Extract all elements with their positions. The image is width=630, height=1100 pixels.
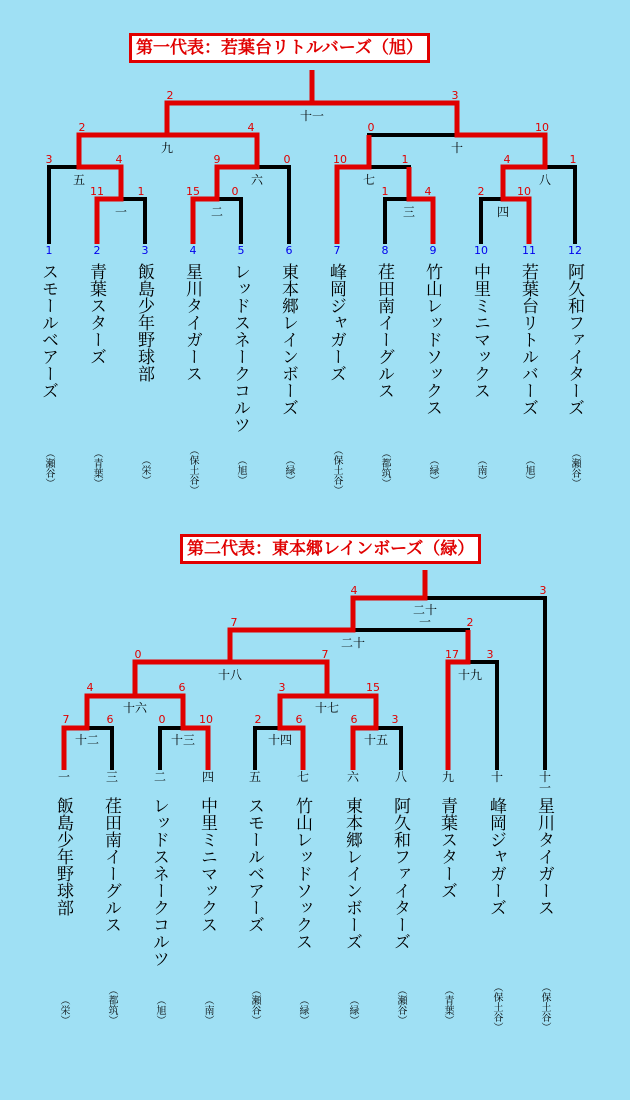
team-district: （緑）: [297, 995, 308, 1025]
team-district: （緑）: [427, 455, 438, 485]
team-name: 青葉スターズ: [437, 797, 457, 899]
team-number: 8: [381, 244, 389, 257]
team-number: 12: [568, 244, 582, 257]
score: 4: [424, 185, 432, 198]
team-number: 3: [141, 244, 149, 257]
bracket1-title: 第一代表：若葉台リトルバーズ（旭）: [129, 33, 430, 63]
team-name: 峰岡ジャガーズ: [486, 797, 506, 916]
match-label: 一: [114, 205, 127, 219]
score: 0: [283, 153, 291, 166]
score: 15: [186, 185, 200, 198]
score: 3: [278, 681, 286, 694]
team-number: 10: [474, 244, 488, 257]
team-district: （栄）: [58, 995, 69, 1025]
team-district: （瀬谷）: [395, 985, 406, 1025]
team-name: 青葉スターズ: [86, 263, 106, 365]
match-label: 二十一: [412, 603, 437, 629]
score: 0: [367, 121, 375, 134]
team-district: （保土谷）: [187, 445, 198, 495]
score: 1: [401, 153, 409, 166]
team-district: （旭）: [235, 455, 246, 485]
team-name: スモールベアーズ: [38, 263, 58, 399]
score: 15: [366, 681, 380, 694]
team-district: （瀬谷）: [249, 985, 260, 1025]
score: 2: [78, 121, 86, 134]
score: 10: [535, 121, 549, 134]
team-district: （瀬谷）: [569, 448, 580, 488]
score: 10: [333, 153, 347, 166]
score: 11: [90, 185, 104, 198]
score: 2: [166, 89, 174, 102]
match-label: 十三: [170, 733, 195, 747]
team-number: 三: [105, 770, 118, 784]
team-name: 荏田南イーグルス: [374, 263, 394, 399]
score: 1: [569, 153, 577, 166]
team-number: 4: [189, 244, 197, 257]
score: 1: [381, 185, 389, 198]
team-district: （都筑）: [379, 448, 390, 488]
match-label: 十一: [299, 109, 324, 123]
team-number: 五: [248, 770, 261, 784]
team-district: （栄）: [139, 455, 150, 485]
team-name: 飯島少年野球部: [134, 263, 154, 382]
team-district: （南）: [202, 995, 213, 1025]
team-district: （青葉）: [442, 985, 453, 1025]
match-label: 十: [450, 141, 463, 155]
score: 6: [178, 681, 186, 694]
score: 4: [86, 681, 94, 694]
score: 10: [199, 713, 213, 726]
score: 3: [45, 153, 53, 166]
score: 6: [295, 713, 303, 726]
team-number: 11: [522, 244, 536, 257]
team-district: （保土谷）: [331, 445, 342, 495]
team-district: （青葉）: [91, 448, 102, 488]
team-name: 阿久和ファイターズ: [564, 263, 584, 416]
match-label: 二: [210, 205, 223, 219]
team-district: （保土谷）: [539, 982, 550, 1032]
team-number: 1: [45, 244, 53, 257]
team-number: 7: [333, 244, 341, 257]
match-label: 十九: [457, 668, 482, 682]
team-name: 中里ミニマックス: [197, 797, 217, 933]
team-district: （緑）: [347, 995, 358, 1025]
score: 0: [231, 185, 239, 198]
score: 3: [539, 584, 547, 597]
score: 3: [486, 648, 494, 661]
team-number: 七: [296, 770, 309, 784]
score: 0: [158, 713, 166, 726]
match-label: 十二: [74, 733, 99, 747]
match-label: 七: [362, 173, 375, 187]
team-district: （保土谷）: [491, 982, 502, 1032]
match-label: 四: [496, 205, 509, 219]
score: 10: [517, 185, 531, 198]
team-number: 六: [346, 770, 359, 784]
team-district: （都筑）: [106, 985, 117, 1025]
team-number: 9: [429, 244, 437, 257]
score: 7: [321, 648, 329, 661]
team-name: 竹山レッドソックス: [422, 263, 442, 416]
score: 4: [115, 153, 123, 166]
score: 7: [230, 616, 238, 629]
score: 6: [350, 713, 358, 726]
score: 2: [254, 713, 262, 726]
score: 2: [466, 616, 474, 629]
team-number: 十一: [538, 770, 551, 795]
team-district: （南）: [475, 455, 486, 485]
team-district: （緑）: [283, 455, 294, 485]
team-name: 若葉台リトルバーズ: [518, 263, 538, 416]
team-number: 2: [93, 244, 101, 257]
team-district: （旭）: [523, 455, 534, 485]
team-number: 八: [394, 770, 407, 784]
team-name: 中里ミニマックス: [470, 263, 490, 399]
score: 3: [451, 89, 459, 102]
team-number: 四: [201, 770, 214, 784]
team-number: 十: [490, 770, 503, 784]
score: 9: [213, 153, 221, 166]
match-label: 五: [72, 173, 85, 187]
match-label: 二十: [340, 636, 365, 650]
score: 2: [477, 185, 485, 198]
score: 3: [391, 713, 399, 726]
team-number: 二: [153, 770, 166, 784]
match-label: 八: [538, 173, 551, 187]
match-label: 六: [250, 173, 263, 187]
match-label: 十四: [267, 733, 292, 747]
team-name: 飯島少年野球部: [53, 797, 73, 916]
score: 4: [503, 153, 511, 166]
bracket1-red-lines: [79, 70, 545, 244]
score: 6: [106, 713, 114, 726]
team-name: 星川タイガース: [182, 263, 202, 382]
match-label: 十八: [217, 668, 242, 682]
score: 1: [137, 185, 145, 198]
match-label: 十七: [314, 701, 339, 715]
team-name: 東本郷レインボーズ: [278, 263, 298, 416]
match-label: 十六: [122, 701, 147, 715]
score: 17: [445, 648, 459, 661]
team-name: 竹山レッドソックス: [292, 797, 312, 950]
match-label: 三: [402, 205, 415, 219]
team-district: （旭）: [154, 995, 165, 1025]
team-name: 峰岡ジャガーズ: [326, 263, 346, 382]
team-number: 5: [237, 244, 245, 257]
score: 4: [350, 584, 358, 597]
team-number: 九: [441, 770, 454, 784]
team-name: スモールベアーズ: [244, 797, 264, 933]
team-name: レッドスネークコルツ: [149, 797, 169, 967]
match-label: 十五: [363, 733, 388, 747]
team-name: レッドスネークコルツ: [230, 263, 250, 433]
team-number: 6: [285, 244, 293, 257]
team-name: 荏田南イーグルス: [101, 797, 121, 933]
team-name: 星川タイガース: [534, 797, 554, 916]
score: 4: [247, 121, 255, 134]
team-name: 阿久和ファイターズ: [390, 797, 410, 950]
match-label: 九: [160, 141, 173, 155]
team-number: 一: [57, 770, 70, 784]
bracket2-title: 第二代表：東本郷レインボーズ（緑）: [180, 534, 481, 564]
score: 0: [134, 648, 142, 661]
score: 7: [62, 713, 70, 726]
team-district: （瀬谷）: [43, 448, 54, 488]
team-name: 東本郷レインボーズ: [342, 797, 362, 950]
